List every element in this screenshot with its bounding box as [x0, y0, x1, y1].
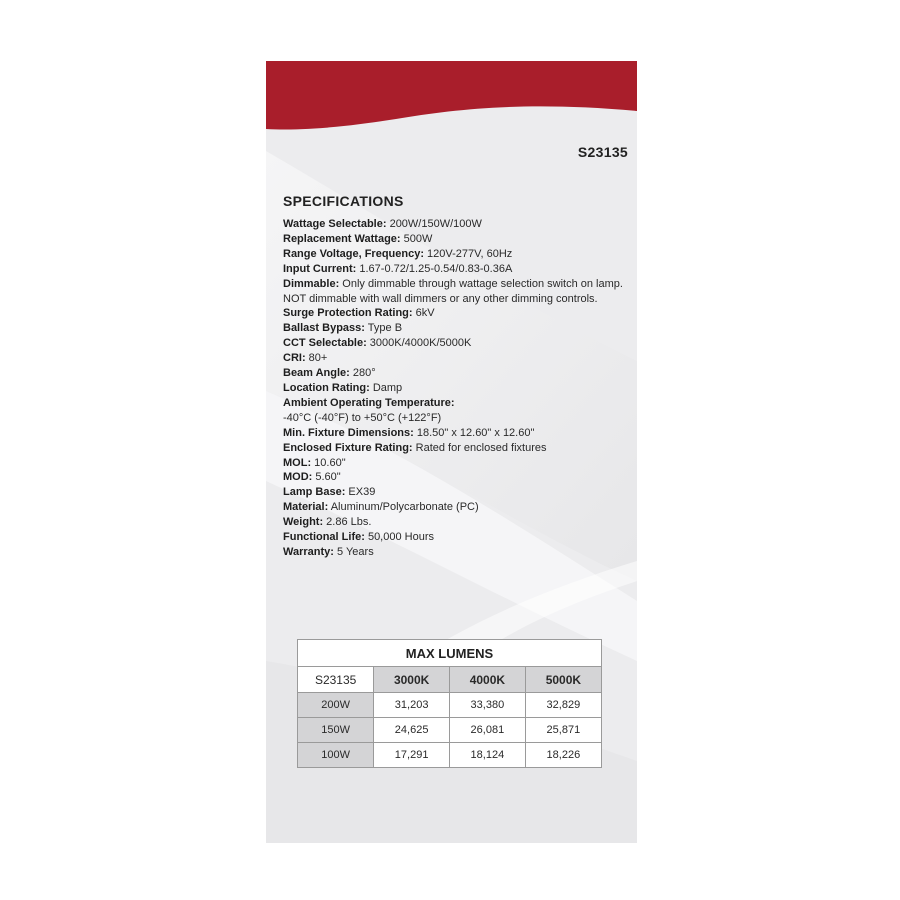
spec-value: 50,000 Hours: [364, 531, 434, 544]
column-header: 4000K: [450, 667, 526, 693]
spec-label: Input Current:: [283, 262, 357, 275]
spec-label: Location Rating:: [283, 381, 370, 394]
model-code: S23135: [577, 144, 628, 160]
spec-item: [283, 426, 623, 441]
spec-value: 10.60": [311, 456, 346, 469]
spec-value: 200W/150W/100W: [386, 218, 482, 230]
spec-item: [283, 515, 623, 530]
spec-value: 120V-277V, 60Hz: [424, 247, 513, 260]
column-header: 5000K: [525, 667, 601, 693]
spec-value: 18.50" x 12.60" x 12.60": [413, 426, 535, 439]
spec-value: 3000K/4000K/5000K: [366, 337, 472, 350]
row-header: 150W: [298, 718, 374, 743]
spec-label: Replacement Wattage:: [283, 232, 401, 245]
spec-value: EX39: [345, 486, 376, 499]
spec-value: 280°: [349, 367, 376, 380]
spec-label: Weight:: [283, 516, 324, 529]
lumens-corner-cell: S23135: [298, 667, 374, 693]
spec-item: [283, 441, 623, 456]
spec-item: [283, 277, 623, 307]
table-cell: 18,124: [450, 743, 526, 768]
spec-value: -40°C (-40°F) to +50°C (+122°F): [283, 411, 442, 424]
spec-item: [283, 217, 623, 232]
spec-label: Dimmable:: [283, 277, 340, 290]
spec-item: [283, 262, 623, 277]
spec-item: [283, 470, 623, 485]
row-header: 100W: [298, 743, 374, 768]
spec-label: Min. Fixture Dimensions:: [283, 426, 414, 439]
lumens-header-row: [298, 667, 601, 693]
table-cell: 17,291: [374, 743, 450, 768]
spec-value: Aluminum/Polycarbonate (PC): [328, 501, 479, 514]
max-lumens-table: [297, 639, 602, 768]
spec-value: Type B: [364, 322, 403, 335]
spec-value: Only dimmable through wattage selection switch on lamp. NOT dimmable with wall dimmers or any other dimming controls.: [283, 277, 623, 305]
table-cell: 24,625: [374, 718, 450, 743]
spec-label: Wattage Selectable:: [283, 218, 387, 230]
spec-label: Ballast Bypass:: [283, 322, 365, 335]
spec-label: Lamp Base:: [283, 486, 346, 499]
spec-label: Enclosed Fixture Rating:: [283, 441, 413, 454]
spec-value: Damp: [369, 381, 403, 394]
spec-item: [283, 545, 623, 560]
spec-item: [283, 381, 623, 396]
spec-item: [283, 366, 623, 381]
spec-value: 80+: [305, 352, 328, 365]
spec-item: [283, 485, 623, 500]
spec-item: [283, 321, 623, 336]
red-header-band: [266, 61, 637, 141]
spec-item: [283, 351, 623, 366]
table-cell: 33,380: [450, 693, 526, 718]
spec-label: CCT Selectable:: [283, 337, 367, 350]
spec-value: 5 Years: [333, 545, 374, 558]
spec-label: Material:: [283, 501, 329, 514]
table-cell: 25,871: [525, 718, 601, 743]
spec-label: MOD:: [283, 471, 313, 484]
spec-item: [283, 456, 623, 471]
spec-label: Range Voltage, Frequency:: [283, 247, 424, 260]
spec-value: 2.86 Lbs.: [323, 516, 372, 529]
spec-card: [266, 61, 637, 843]
spec-value: Rated for enclosed fixtures: [412, 441, 547, 454]
spec-item: [283, 336, 623, 351]
spec-value: 500W: [400, 232, 433, 245]
spec-value: 6kV: [412, 307, 435, 320]
column-header: 3000K: [374, 667, 450, 693]
spec-label: Beam Angle:: [283, 367, 350, 380]
spec-value: 1.67-0.72/1.25-0.54/0.83-0.36A: [356, 262, 513, 275]
spec-item: [283, 530, 623, 545]
spec-label: MOL:: [283, 456, 312, 469]
spec-item: [283, 500, 623, 515]
lumens-table-title: MAX LUMENS: [298, 640, 601, 667]
table-cell: 18,226: [525, 743, 601, 768]
spec-value: 5.60": [312, 471, 341, 484]
spec-label: Ambient Operating Temperature:: [283, 396, 455, 409]
table-row: [298, 743, 601, 768]
table-cell: 26,081: [450, 718, 526, 743]
spec-item: [283, 306, 623, 321]
lumens-grid: [298, 667, 601, 767]
spec-label: Functional Life:: [283, 531, 365, 544]
spec-label: Surge Protection Rating:: [283, 307, 413, 320]
spec-item: [283, 247, 623, 262]
table-cell: 31,203: [374, 693, 450, 718]
spec-item: [283, 396, 623, 426]
row-header: 200W: [298, 693, 374, 718]
specifications-heading: SPECIFICATIONS: [283, 193, 404, 209]
table-cell: 32,829: [525, 693, 601, 718]
table-row: [298, 718, 601, 743]
specifications-list: [283, 217, 623, 560]
spec-item: [283, 232, 623, 247]
table-row: [298, 693, 601, 718]
spec-label: Warranty:: [283, 545, 334, 558]
spec-label: CRI:: [283, 352, 306, 365]
